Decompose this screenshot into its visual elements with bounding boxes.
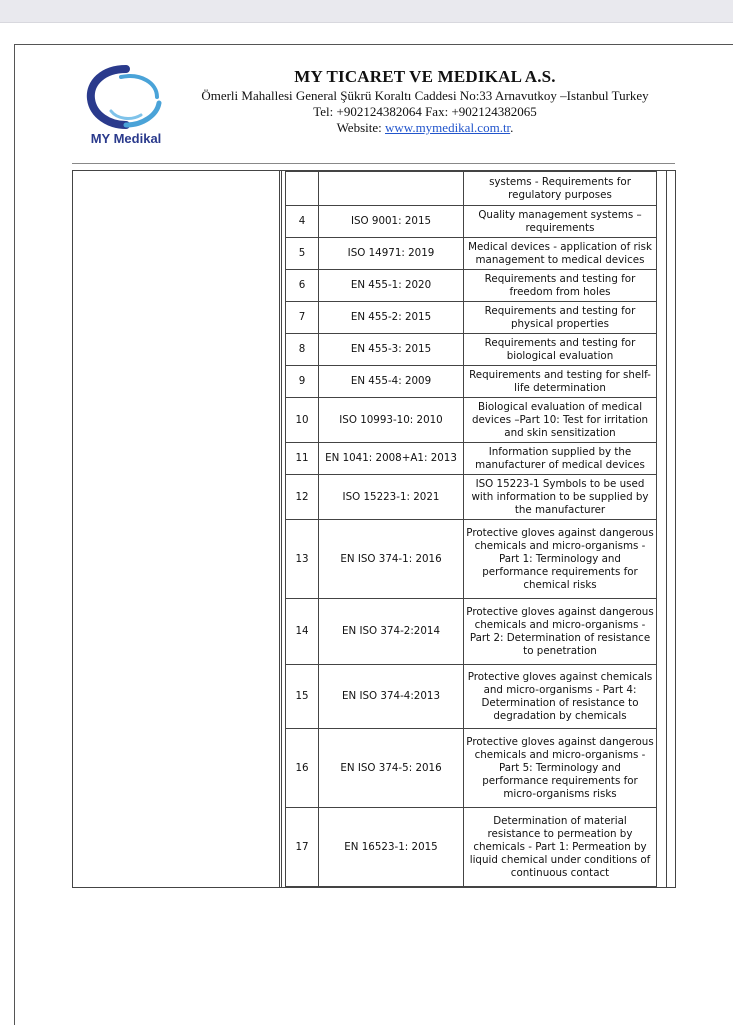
standard-row xyxy=(286,366,657,398)
standard-row xyxy=(286,270,657,302)
standard-description: Protective gloves against chemicals and micro-organisms - Part 4: Determination of resistance to degradation by chemicals xyxy=(464,665,657,729)
standard-row xyxy=(286,302,657,334)
website-label: Website: xyxy=(336,120,385,135)
standard-description: systems - Requirements for regulatory purposes xyxy=(464,172,657,206)
standard-row xyxy=(286,172,657,206)
header-rule xyxy=(72,163,675,164)
standard-code: EN 455-1: 2020 xyxy=(319,270,464,302)
standard-number: 11 xyxy=(286,443,319,475)
standard-row xyxy=(286,398,657,443)
standard-number: 4 xyxy=(286,206,319,238)
standard-number: 14 xyxy=(286,599,319,665)
outer-right-divider xyxy=(666,171,669,887)
standard-number: 6 xyxy=(286,270,319,302)
company-address: Ömerli Mahallesi General Şükrü Koraltı Caddesi No:33 Arnavutkoy –Istanbul Turkey xyxy=(201,88,649,103)
standard-row xyxy=(286,520,657,599)
standard-number: 15 xyxy=(286,665,319,729)
website-suffix: . xyxy=(510,120,514,135)
standard-row xyxy=(286,475,657,520)
standard-code: ISO 14971: 2019 xyxy=(319,238,464,270)
standard-row xyxy=(286,808,657,887)
standard-row xyxy=(286,206,657,238)
company-website-line xyxy=(170,120,680,136)
standard-code: EN 455-2: 2015 xyxy=(319,302,464,334)
standard-code: EN ISO 374-1: 2016 xyxy=(319,520,464,599)
standard-code: EN 455-4: 2009 xyxy=(319,366,464,398)
standard-code: ISO 15223-1: 2021 xyxy=(319,475,464,520)
standard-description: Protective gloves against dangerous chemicals and micro-organisms - Part 2: Determination of resistance to penetration xyxy=(464,599,657,665)
standard-description: Protective gloves against dangerous chemicals and micro-organisms - Part 1: Terminology and performance requirements for chemical risks xyxy=(464,520,657,599)
outer-column-divider xyxy=(279,171,282,887)
standard-number: 8 xyxy=(286,334,319,366)
standard-number: 7 xyxy=(286,302,319,334)
company-name: MY TICARET VE MEDIKAL A.S. xyxy=(294,67,556,86)
standard-description: Protective gloves against dangerous chemicals and micro-organisms - Part 5: Terminology and performance requirements for micro-organisms risks xyxy=(464,729,657,808)
standard-description: ISO 15223-1 Symbols to be used with information to be supplied by the manufacturer xyxy=(464,475,657,520)
standard-code: ISO 10993-10: 2010 xyxy=(319,398,464,443)
logo-swirl-icon xyxy=(81,63,171,131)
standard-description: Requirements and testing for physical properties xyxy=(464,302,657,334)
standard-description: Requirements and testing for freedom from holes xyxy=(464,270,657,302)
standard-row xyxy=(286,334,657,366)
website-link[interactable]: www.mymedikal.com.tr xyxy=(385,120,511,135)
standard-row xyxy=(286,238,657,270)
standard-number: 10 xyxy=(286,398,319,443)
standard-code: EN 455-3: 2015 xyxy=(319,334,464,366)
standard-description: Requirements and testing for biological evaluation xyxy=(464,334,657,366)
viewer-toolbar xyxy=(0,0,733,23)
standard-code: ISO 9001: 2015 xyxy=(319,206,464,238)
standard-row xyxy=(286,443,657,475)
standard-code xyxy=(319,172,464,206)
standard-number: 17 xyxy=(286,808,319,887)
standard-description: Biological evaluation of medical devices –Part 10: Test for irritation and skin sensitization xyxy=(464,398,657,443)
standard-description: Quality management systems – requirements xyxy=(464,206,657,238)
standard-number: 12 xyxy=(286,475,319,520)
standard-row xyxy=(286,729,657,808)
standard-code: EN 16523-1: 2015 xyxy=(319,808,464,887)
standard-code: EN 1041: 2008+A1: 2013 xyxy=(319,443,464,475)
standard-number: 9 xyxy=(286,366,319,398)
standard-description: Information supplied by the manufacturer of medical devices xyxy=(464,443,657,475)
standards-table xyxy=(285,171,657,887)
standard-description: Requirements and testing for shelf-life determination xyxy=(464,366,657,398)
company-logo xyxy=(81,63,171,151)
standard-description: Determination of material resistance to permeation by chemicals - Part 1: Permeation by liquid chemical under conditions of continuous contact xyxy=(464,808,657,887)
standard-row xyxy=(286,665,657,729)
standard-number xyxy=(286,172,319,206)
standard-code: EN ISO 374-2:2014 xyxy=(319,599,464,665)
standard-code: EN ISO 374-5: 2016 xyxy=(319,729,464,808)
standard-description: Medical devices - application of risk management to medical devices xyxy=(464,238,657,270)
standard-number: 16 xyxy=(286,729,319,808)
standard-code: EN ISO 374-4:2013 xyxy=(319,665,464,729)
standard-number: 5 xyxy=(286,238,319,270)
company-contact: Tel: +902124382064 Fax: +902124382065 xyxy=(313,104,537,119)
standard-row xyxy=(286,599,657,665)
logo-wordmark: MY Medikal xyxy=(90,131,162,146)
letterhead xyxy=(170,66,680,136)
standard-number: 13 xyxy=(286,520,319,599)
